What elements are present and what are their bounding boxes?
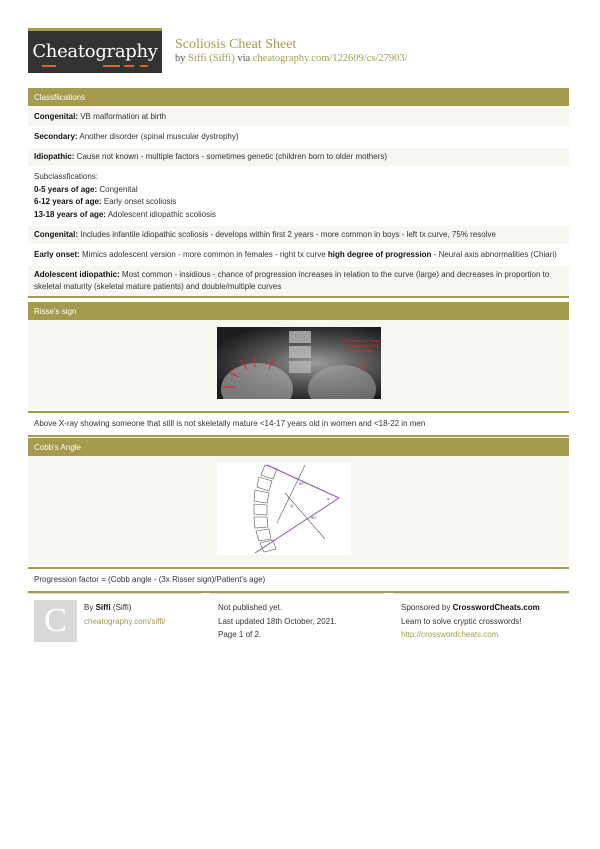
definition: Cause not known - multiple factors - sometimes genetic (children born to older mothers) bbox=[74, 152, 388, 161]
sponsor-link[interactable]: http://crosswordcheats.com bbox=[401, 630, 499, 639]
svg-text:not be visible.: not be visible. bbox=[350, 348, 375, 353]
image-row bbox=[28, 320, 569, 409]
cheatography-logo[interactable] bbox=[28, 28, 162, 73]
term: Congenital: bbox=[34, 230, 78, 239]
sponsor-label: Sponsored by bbox=[401, 603, 453, 612]
sponsor-tagline: Learn to solve cryptic crosswords! bbox=[401, 616, 522, 626]
by-label: by bbox=[175, 53, 186, 64]
section-risser-sign bbox=[28, 302, 569, 437]
author-link[interactable]: Siffi (Siffi) bbox=[188, 53, 235, 64]
term: Adolescent idiopathic: bbox=[34, 270, 120, 279]
caption: Progression factor = (Cobb angle - (3x Risser sign)/Patient's age) bbox=[34, 575, 266, 584]
svg-text:α: α bbox=[327, 496, 330, 501]
last-updated: Last updated 18th October, 2021. bbox=[218, 616, 337, 626]
term: 0-5 years of age: bbox=[34, 184, 98, 194]
definition: Includes infantile idiopathic scoliosis - develops within first 2 years - more common in boys - left tx curve, 75% resolve bbox=[78, 230, 496, 239]
svg-text:β: β bbox=[291, 503, 294, 508]
section-header: Classfiications bbox=[28, 88, 569, 106]
subclassifications bbox=[28, 168, 569, 224]
sheet-url-link[interactable]: cheatography.com/122609/cs/27903/ bbox=[252, 53, 408, 64]
subheading: Subclassfications: bbox=[34, 172, 99, 181]
section-cobbs-angle bbox=[28, 438, 569, 593]
svg-text:3: 3 bbox=[246, 359, 249, 364]
section-header: Risse's sign bbox=[28, 302, 569, 320]
byline bbox=[175, 53, 408, 64]
list-item bbox=[34, 196, 563, 209]
definition: Another disorder (spinal muscular dystrophy) bbox=[77, 132, 239, 141]
list-item bbox=[28, 246, 569, 264]
definition: Most common - insidious - chance of progression increases in relation to the curve (large) and decreases in proportion to skeletal maturity (skeletal mature patients) and double/multiple curves bbox=[34, 270, 550, 291]
image-row bbox=[28, 456, 569, 565]
svg-text:90°: 90° bbox=[311, 515, 318, 520]
term: Congenital: bbox=[34, 112, 78, 121]
term: Secondary: bbox=[34, 132, 78, 141]
list-item bbox=[28, 128, 569, 146]
term-emphasis: high degree of progression bbox=[327, 250, 432, 259]
footer-meta bbox=[218, 601, 337, 642]
svg-text:2: 2 bbox=[233, 366, 236, 371]
svg-text:For Risser 0 or Risser: For Risser 0 or Risser bbox=[342, 338, 381, 343]
list-item bbox=[28, 226, 569, 244]
list-item bbox=[28, 266, 569, 296]
definition: - Neural axis abnormalities (Chiari) bbox=[431, 250, 557, 259]
page-title: Scoliosis Cheat Sheet bbox=[175, 37, 297, 52]
divider bbox=[394, 593, 569, 594]
definition: Early onset scoliosis bbox=[101, 197, 177, 206]
term: 6-12 years of age: bbox=[34, 197, 102, 206]
footer-sponsor bbox=[401, 601, 540, 642]
logo-underline bbox=[103, 65, 120, 67]
author-name[interactable]: Siffi bbox=[95, 603, 111, 612]
list-item bbox=[28, 108, 569, 126]
author-profile-link[interactable]: cheatography.com/siffi/ bbox=[84, 616, 166, 626]
svg-text:90°: 90° bbox=[299, 481, 306, 486]
via-label: via bbox=[237, 53, 251, 64]
logo-underline bbox=[42, 65, 56, 67]
avatar: C bbox=[34, 600, 77, 642]
svg-text:5, this black line will: 5, this black line will bbox=[344, 343, 380, 348]
footer-author bbox=[84, 601, 166, 628]
definition: Adolescent idiopathic scoliosis bbox=[106, 209, 216, 219]
divider bbox=[210, 593, 384, 594]
publish-status: Not published yet. bbox=[218, 603, 283, 612]
svg-text:4: 4 bbox=[265, 361, 268, 366]
caption: Above X-ray showing someone that still is not skeletally mature <14-17 years old in women and <18-22 in men bbox=[34, 419, 426, 428]
cobb-angle-diagram bbox=[217, 463, 351, 555]
term: 13-18 years of age: bbox=[34, 209, 107, 219]
page-number: Page 1 of 2. bbox=[218, 630, 262, 639]
list-item bbox=[34, 209, 563, 222]
definition: Congenital bbox=[97, 184, 138, 194]
logo-text: Cheatography bbox=[32, 41, 158, 62]
divider bbox=[28, 593, 202, 594]
definition: Mimics adolescent version - more common in females - right tx curve bbox=[79, 250, 328, 259]
list-item bbox=[34, 184, 563, 197]
term: Idiopathic: bbox=[34, 152, 75, 161]
definition: VB malformation at birth bbox=[78, 112, 167, 121]
xray-image bbox=[217, 327, 381, 399]
by-label: By bbox=[84, 603, 94, 612]
section-classifications bbox=[28, 88, 569, 298]
sponsor-name[interactable]: CrosswordCheats.com bbox=[452, 603, 540, 612]
logo-underline bbox=[124, 65, 134, 67]
list-item bbox=[28, 148, 569, 166]
svg-text:1: 1 bbox=[224, 378, 227, 383]
author-handle: (Siffi) bbox=[110, 603, 132, 612]
logo-underline bbox=[140, 65, 148, 67]
term: Early onset: bbox=[34, 250, 80, 259]
section-header: Cobb's Angle bbox=[28, 438, 569, 456]
